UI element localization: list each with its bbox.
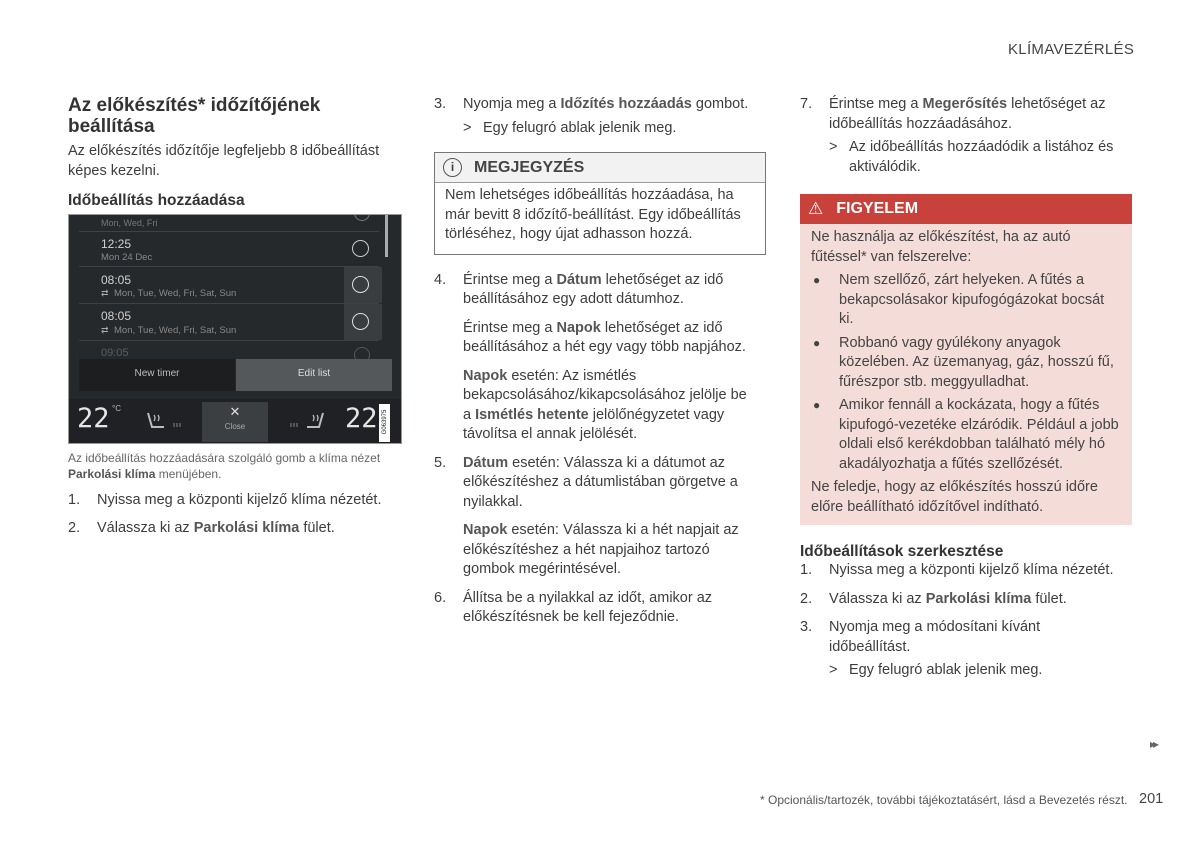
timer-time: 09:05 — [101, 346, 129, 359]
seat-heat-right-icon[interactable] — [287, 409, 327, 433]
info-icon: i — [443, 158, 462, 177]
column-middle — [434, 95, 766, 628]
continue-arrows-icon: ▸▸ — [1150, 737, 1157, 751]
note-text: Nem lehetséges időbeállítás hozzáadása, ha már bevitt 8 időzítő-beállítást. Egy időbeállítás törléséhez, hogy újat adhasson hozzá. — [445, 187, 741, 242]
list-item: 5. Dátum esetén: Válassza ki a dátumot az előkészítéshez a dátumlistában görgetve a nyilakkal. Napok esetén: Válassza ki a hét napjait az előkészítéshez a hét napjaihoz tartozó gombok megérintésével. — [434, 454, 739, 577]
timer-row-partial: Mon, Wed, Fri — [101, 217, 158, 228]
list-item: 3. Nyomja meg a Időzítés hozzáadás gombot. > Egy felugró ablak jelenik meg. — [434, 95, 754, 138]
seat-heat-left-icon[interactable] — [144, 409, 184, 433]
step-result: > Az időbeállítás hozzáadódik a listához és aktiválódik. — [829, 139, 1114, 175]
timer-clock-icon[interactable] — [352, 313, 369, 330]
timer-clock-icon[interactable] — [352, 240, 369, 257]
step-result: > Egy felugró ablak jelenik meg. — [829, 662, 1043, 678]
list-item: 6. Állítsa be a nyilakkal az időt, amikor az előkészítésnek be kell fejeződnie. — [434, 589, 713, 625]
note-box — [434, 152, 766, 255]
warning-intro: Ne használja az előkészítést, ha az autó fűtéssel* van felszerelve: — [811, 229, 1071, 265]
timer-time: 12:25 — [101, 236, 132, 251]
image-code: G063975 — [379, 404, 390, 442]
page-number: 201 — [1139, 791, 1164, 807]
note-title: MEGJEGYZÉS — [474, 158, 585, 176]
column-left — [68, 95, 400, 539]
scrollbar[interactable] — [385, 215, 388, 257]
list-item: 1. Nyissa meg a központi kijelző klíma nézetét. — [68, 491, 382, 508]
timer-time: 08:05 — [101, 308, 132, 323]
list-item: 7. Érintse meg a Megerősítés lehetőséget az időbeállítás hozzáadásához. > Az időbeállítás hozzáadódik a listához és aktiválódik. — [800, 95, 1122, 177]
repeat-icon: ⇄ — [101, 324, 109, 335]
list-item: 4. Érintse meg a Dátum lehetőséget az idő beállításához egy adott dátumhoz. Érintse meg a Napok lehetőséget az idő beállításához a hét egy vagy több napjához. Napok esetén: Az ismétlés bekapcsolásához/kikapcsolásához jelölje be a Ismétlés hetente jelölőnégyzetet vagy távolítsa el annak jelölését. — [434, 271, 747, 442]
new-timer-label: New timer — [134, 367, 180, 379]
timer-clock-icon — [354, 214, 370, 221]
section-title: KLÍMAVEZÉRLÉS — [1008, 41, 1135, 58]
list-item: 3. Nyomja meg a módosítani kívánt időbeállítást. > Egy felugró ablak jelenik meg. — [800, 618, 1110, 681]
timer-row — [69, 304, 389, 340]
list-item: 2. Válassza ki az Parkolási klíma fület. — [800, 590, 1067, 607]
image-caption: Az időbeállítás hozzáadására szolgáló gomb a klíma nézet Parkolási klíma menüjében. — [68, 450, 381, 481]
temp-right[interactable]: 22 — [345, 402, 378, 434]
list-item: ● Amikor fennáll a kockázata, hogy a fűtés kipufogó-vezetéke elzáródik. Például a jobb oldali első kerékdobban található mély hó akadályozhatja a fűtés szellőzését. — [813, 397, 1119, 472]
timer-time: 08:05 — [101, 272, 132, 287]
intro-text: Az előkészítés időzítője legfeljebb 8 időbeállítást képes kezelni. — [68, 143, 380, 179]
repeat-icon: ⇄ — [101, 287, 109, 298]
warning-outro: Ne feledje, hogy az előkészítés hosszú időre előre beállítható időzítővel indítható. — [811, 479, 1098, 515]
timer-days: Mon, Tue, Wed, Fri, Sat, Sun — [114, 287, 237, 299]
temp-unit: °C — [112, 403, 121, 413]
warning-title: FIGYELEM — [836, 200, 919, 218]
edit-list-label: Edit list — [297, 367, 331, 379]
timer-clock-icon[interactable] — [352, 276, 369, 293]
page-heading: Az előkészítés* időzítőjének beállítása — [68, 95, 321, 137]
step-result: > Egy felugró ablak jelenik meg. — [463, 119, 677, 136]
timer-row — [69, 232, 389, 266]
column-right — [800, 95, 1132, 681]
climate-bar — [69, 399, 402, 444]
footer-note: * Opcionális/tartozék, további tájékoztatásért, lásd a Bevezetés részt. — [760, 793, 1128, 807]
list-item: 2. Válassza ki az Parkolási klíma fület. — [68, 520, 335, 536]
add-timer-steps-1-2 — [68, 491, 400, 539]
subheading-add-timer: Időbeállítás hozzáadása — [68, 192, 245, 209]
warning-icon: ⚠ — [808, 199, 824, 219]
timer-list — [69, 215, 389, 359]
timer-days: Mon 24 Dec — [101, 251, 153, 263]
edit-timer-steps — [800, 561, 1132, 681]
close-label: Close — [224, 421, 246, 431]
timer-days: Mon, Tue, Wed, Fri, Sat, Sun — [114, 324, 237, 336]
timer-row — [69, 267, 389, 303]
list-item: ● Nem szellőző, zárt helyeken. A fűtés a bekapcsolásakor kipufogógázokat bocsát ki. — [813, 272, 1105, 327]
list-item: ● Robbanó vagy gyúlékony anyagok közelében. Az üzemanyag, gáz, hosszú fű, fűrészpor stb. meggyulladhat. — [813, 334, 1114, 390]
list-item: 1. Nyissa meg a központi kijelző klíma nézetét. — [800, 562, 1114, 578]
close-icon: ✕ — [229, 403, 241, 419]
warning-box — [800, 194, 1132, 525]
climate-screen-image — [68, 214, 402, 444]
subheading-edit-timers: Időbeállítások szerkesztése — [800, 543, 1004, 560]
temp-left[interactable]: 22 — [77, 402, 110, 434]
